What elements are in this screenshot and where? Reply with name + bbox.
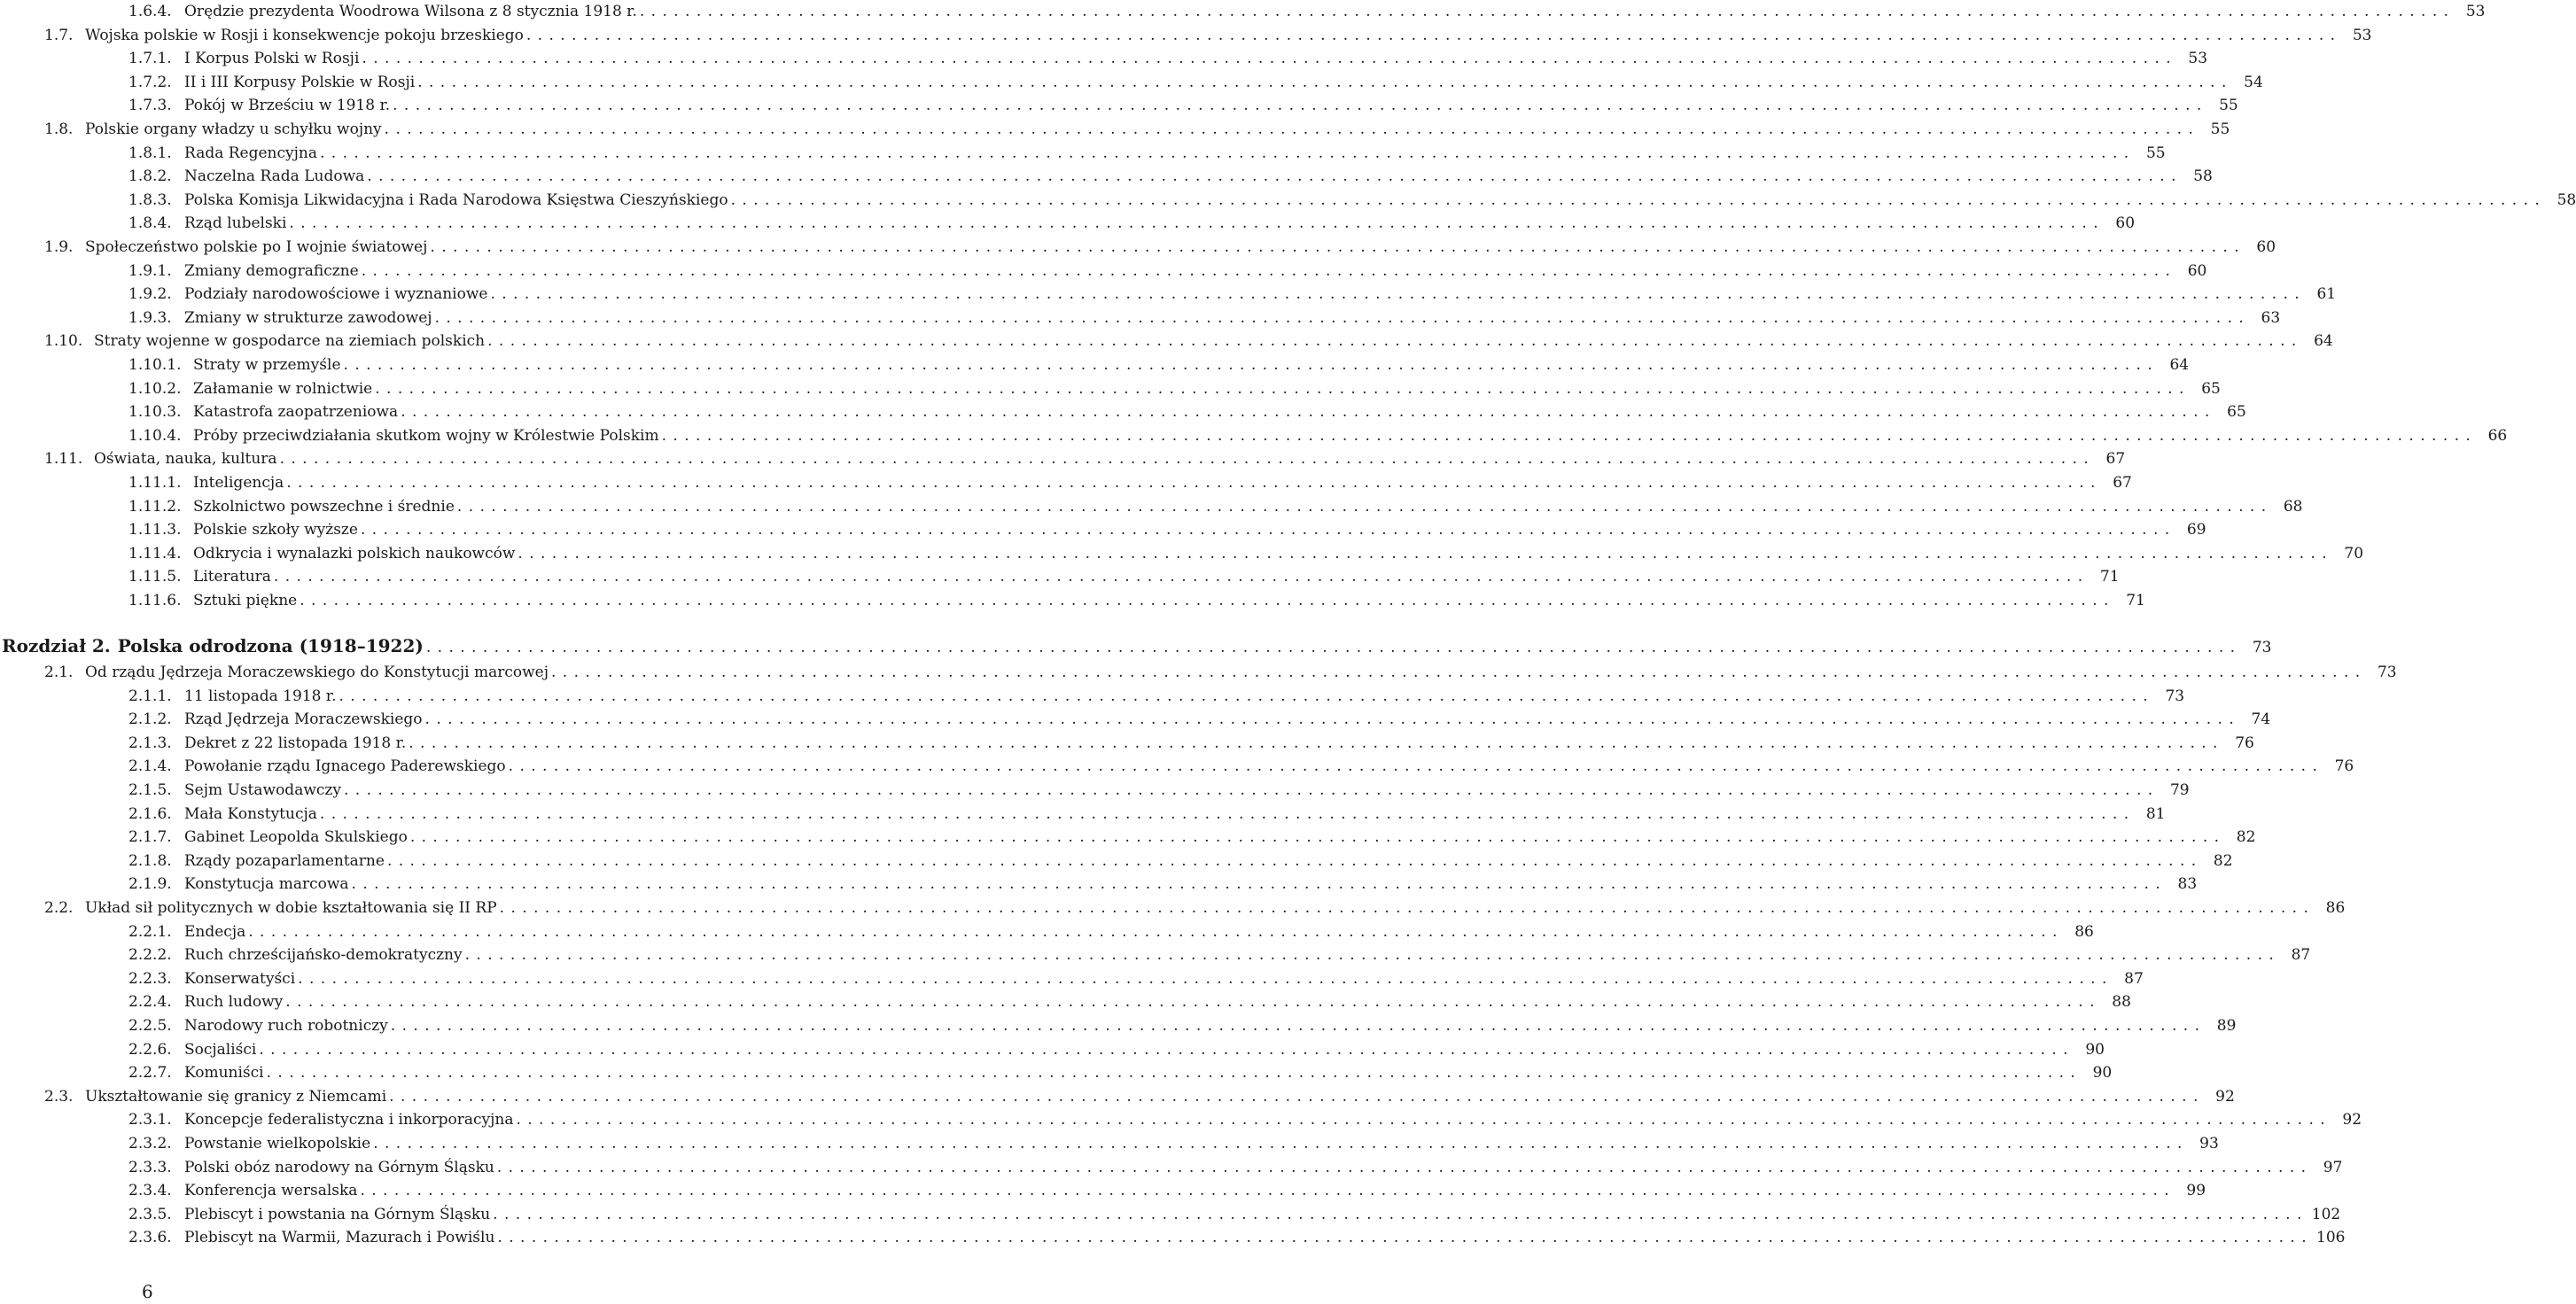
toc-entry [128,0,2486,23]
toc-entry [128,189,2576,212]
toc-entry [128,71,2263,94]
toc-entry-page: 99 [2186,1182,2206,1199]
dot-leader: ................................................................................................................................................................ [384,120,2200,138]
toc-entry-page: 58 [2557,191,2576,209]
dot-leader: ................................................................................................................................................................ [424,710,2241,728]
toc-entry-title: I Korpus Polski w Rosji [184,50,360,67]
toc-entry [128,850,2233,873]
toc-entry-page: 76 [2334,757,2354,775]
dot-leader: ................................................................................................................................................................ [497,1229,2314,1246]
toc-entry [128,565,2120,588]
toc-entry [128,542,2364,565]
toc-entry-number: 1.11.4. [128,545,182,563]
dot-leader: ................................................................................................................................................................ [434,309,2251,327]
toc-entry-title: Literatura [193,568,271,586]
toc-entry-title: Socjaliści [184,1041,257,1059]
toc-entry-number: 2.2.2. [128,946,172,964]
toc-entry-title: Społeczeństwo polskie po I wojnie światowej [85,238,428,256]
toc-entry-title: Zmiany w strukturze zawodowej [184,309,432,327]
toc-entry-title: Konserwatyści [184,970,296,988]
toc-entry-page: 87 [2124,970,2144,988]
toc-entry-page: 86 [2325,899,2346,917]
dot-leader: ................................................................................................................................................................ [390,1017,2206,1035]
dot-leader: ................................................................................................................................................................ [351,875,2167,893]
toc-entry-number: 2.1.7. [128,828,172,846]
toc-entry-title: Konferencja wersalska [184,1182,358,1199]
toc-entry-page: 65 [2201,380,2221,398]
toc-entry [128,708,2271,731]
toc-entry-title: Od rządu Jędrzeja Moraczewskiego do Konstytucji marcowej [85,664,549,681]
toc-entry [128,1038,2105,1061]
toc-entry-page: 71 [2126,592,2145,609]
toc-entry [44,24,2372,47]
toc-entry-title: Mała Konstytucja [184,805,317,823]
toc-entry-number: 1.10. [44,332,83,350]
toc-entry-page: 53 [2188,50,2208,67]
dot-leader: ................................................................................................................................................................ [730,191,2547,209]
dot-leader: ................................................................................................................................................................ [661,427,2478,445]
toc-entry-number: 1.8. [44,120,74,138]
toc-entry-title: Komuniści [184,1064,264,1082]
toc-entry-number: 1.11.6. [128,592,182,609]
toc-entry-number: 1.7.3. [128,97,172,114]
toc-entry-title: Sejm Ustawodawczy [184,781,341,799]
dot-leader: ................................................................................................................................................................ [493,1206,2308,1223]
chapter-page: 73 [2252,639,2272,656]
toc-entry [128,779,2190,802]
dot-leader: ................................................................................................................................................................ [525,27,2342,44]
toc-entry-number: 2.1.5. [128,781,172,799]
toc-entry [128,400,2246,423]
toc-entry [128,589,2145,612]
toc-entry [128,732,2254,755]
toc-entry-number: 1.10.2. [128,380,182,398]
toc-entry-title: Ruch chrześcijańsko-demokratyczny [184,946,463,964]
toc-entry-number: 2.1.3. [128,734,172,752]
toc-entry [44,330,2333,353]
toc-entry [44,118,2230,141]
toc-entry-number: 2.2.3. [128,970,172,988]
toc-entry-page: 90 [2092,1064,2113,1082]
toc-entry-number: 1.9.2. [128,285,172,303]
toc-entry-number: 1.9. [44,238,74,256]
toc-entry [128,1108,2362,1131]
toc-entry [128,165,2213,188]
toc-entry-title: Katastrofa zaopatrzeniowa [193,403,399,421]
toc-entry-page: 71 [2099,568,2120,586]
toc-entry [128,142,2166,165]
dot-leader: ................................................................................................................................................................ [464,946,2281,964]
toc-entry-page: 68 [2283,498,2303,516]
toc-entry-number: 2.1.4. [128,757,172,775]
toc-entry-page: 61 [2316,285,2337,303]
dot-leader: ................................................................................................................................................................ [343,781,2160,799]
toc-entry-title: Gabinet Leopolda Skulskiego [184,828,408,846]
toc-entry-page: 66 [2487,427,2508,445]
toc-entry [44,661,2397,684]
toc-entry-title: Konstytucja marcowa [184,875,349,893]
dot-leader: ................................................................................................................................................................ [508,757,2324,775]
toc-entry-page: 53 [2352,27,2372,44]
toc-entry-title: Polska Komisja Likwidacyjna i Rada Narodowa Księstwa Cieszyńskiego [184,191,728,209]
toc-entry-number: 1.8.3. [128,191,172,209]
toc-entry-title: Dekret z 22 listopada 1918 r. [184,734,407,752]
toc-entry [128,1061,2113,1084]
dot-leader: ................................................................................................................................................................ [393,97,2208,114]
toc-entry-page: 81 [2145,805,2166,823]
toc-entry-number: 2.3.5. [128,1206,172,1223]
toc-entry-number: 1.6.4. [128,3,172,20]
toc-entry-page: 64 [2169,356,2190,374]
toc-entry-title: 11 listopada 1918 r. [184,687,337,705]
toc-entry-number: 2.1.2. [128,710,172,728]
toc-entry-number: 2.1.6. [128,805,172,823]
toc-entry [128,755,2354,778]
toc-entry-title: Próby przeciwdziałania skutkom wojny w Królestwie Polskim [193,427,659,445]
toc-entry-title: Polskie szkoły wyższe [193,521,358,539]
toc-entry [128,47,2208,70]
toc-entry-number: 1.10.1. [128,356,182,374]
dot-leader: ................................................................................................................................................................ [298,970,2113,988]
toc-entry [128,424,2508,447]
toc-entry [128,1132,2219,1155]
toc-entry-page: 63 [2261,309,2281,327]
toc-entry-title: Endecja [184,923,246,941]
toc-entry-number: 1.10.3. [128,403,182,421]
toc-entry-number: 1.7. [44,27,74,44]
toc-entry [128,495,2303,518]
toc-entry-number: 2.3.4. [128,1182,172,1199]
toc-entry-page: 60 [2115,214,2136,232]
toc-entry-title: Plebiscyt i powstania na Górnym Śląsku [184,1206,491,1223]
toc-entry-page: 55 [2219,97,2238,114]
toc-entry-number: 2.2.5. [128,1017,172,1035]
toc-entry-title: Rządy pozaparlamentarne [184,852,385,870]
toc-entry-title: Układ sił politycznych w dobie kształtowania się II RP [85,899,497,917]
toc-entry-title: Straty w przemyśle [193,356,341,374]
toc-entry-title: Koncepcje federalistyczna i inkorporacyjna [184,1111,514,1129]
dot-leader: ................................................................................................................................................................ [289,214,2105,232]
dot-leader: ................................................................................................................................................................ [259,1041,2074,1059]
toc-entry-page: 106 [2316,1229,2346,1246]
dot-leader: ................................................................................................................................................................ [490,285,2307,303]
toc-entry-title: Podziały narodowościowe i wyznaniowe [184,285,488,303]
toc-entry-number: 2.3.6. [128,1229,172,1246]
dot-leader: ................................................................................................................................................................ [343,356,2160,374]
dot-leader: ................................................................................................................................................................ [286,474,2102,492]
dot-leader: ................................................................................................................................................................ [386,852,2203,870]
toc-entry-number: 2.3.3. [128,1159,172,1176]
toc-entry-number: 1.10.4. [128,427,182,445]
toc-entry-page: 65 [2227,403,2246,421]
dot-leader: ................................................................................................................................................................ [373,1135,2189,1153]
dot-leader: ................................................................................................................................................................ [375,380,2191,398]
toc-entry-number: 2.3. [44,1088,74,1106]
dot-leader: ................................................................................................................................................................ [417,74,2233,91]
dot-leader: ................................................................................................................................................................ [401,403,2216,421]
toc-entry [128,471,2132,494]
toc-entry-page: 93 [2199,1135,2219,1153]
dot-leader: ................................................................................................................................................................ [339,687,2155,705]
toc-entry-title: Sztuki piękne [193,592,298,609]
toc-entry [128,685,2185,708]
toc-entry-number: 1.11.3. [128,521,182,539]
toc-entry [44,896,2346,920]
dot-leader: ................................................................................................................................................................ [499,899,2315,917]
dot-leader: ................................................................................................................................................................ [361,262,2177,280]
dot-leader: ................................................................................................................................................................ [248,923,2064,941]
toc-entry [128,943,2311,966]
toc-entry-title: Naczelna Rada Ludowa [184,167,365,185]
dot-leader: ................................................................................................................................................................ [266,1064,2082,1082]
toc-entry-page: 76 [2235,734,2254,752]
dot-leader: ................................................................................................................................................................ [279,450,2096,468]
toc-entry [44,1085,2235,1108]
toc-entry-title: Straty wojenne w gospodarce na ziemiach polskich [94,332,486,350]
toc-entry [128,967,2144,990]
toc-entry-title: Powołanie rządu Ignacego Paderewskiego [184,757,506,775]
dot-leader: ................................................................................................................................................................ [518,545,2334,563]
toc-entry [128,803,2166,826]
toc-entry-number: 1.9.3. [128,309,172,327]
toc-entry-title: Oświata, nauka, kultura [94,450,277,468]
chapter-title: Polska odrodzona (1918–1922) [117,635,424,656]
toc-entry-page: 82 [2236,828,2256,846]
toc-entry-page: 58 [2193,167,2213,185]
dot-leader: ................................................................................................................................................................ [319,144,2136,162]
toc-entry-title: Powstanie wielkopolskie [184,1135,371,1153]
toc-entry-page: 73 [2377,664,2397,681]
toc-entry [128,94,2238,117]
toc-entry [44,447,2126,470]
dot-leader: ................................................................................................................................................................ [639,3,2455,20]
dot-leader: ................................................................................................................................................................ [319,805,2136,823]
dot-leader: ................................................................................................................................................................ [362,50,2178,67]
toc-entry-page: 55 [2210,120,2230,138]
toc-entry-title: Narodowy ruch robotniczy [184,1017,388,1035]
toc-entry-page: 90 [2085,1041,2105,1059]
toc-entry-page: 53 [2465,3,2486,20]
toc-entry-number: 2.1.1. [128,687,172,705]
toc-entry-number: 2.2.7. [128,1064,172,1082]
toc-entry-title: Załamanie w rolnictwie [193,380,373,398]
toc-entry-title: Polskie organy władzy u schyłku wojny [85,120,382,138]
toc-entry-page: 73 [2165,687,2185,705]
toc-entry-number: 1.7.1. [128,50,172,67]
toc-entry-number: 1.7.2. [128,74,172,91]
dot-leader: ................................................................................................................................................................ [300,592,2115,609]
toc-entry-title: Plebiscyt na Warmii, Mazurach i Powiślu [184,1229,495,1246]
toc-entry-number: 2.2.1. [128,923,172,941]
toc-entry-page: 86 [2074,923,2094,941]
toc-entry [128,920,2094,943]
toc-entry-title: Szkolnictwo powszechne i średnie [193,498,455,516]
toc-entry-page: 97 [2323,1159,2343,1176]
toc-entry-page: 64 [2314,332,2333,350]
toc-entry-number: 1.11.5. [128,568,182,586]
toc-entry-page: 60 [2256,238,2276,256]
dot-leader: ................................................................................................................................................................ [273,568,2090,586]
toc-entry [128,990,2131,1013]
toc-entry-page: 54 [2244,74,2263,91]
toc-entry-number: 1.11.2. [128,498,182,516]
toc-entry-page: 87 [2291,946,2311,964]
toc-entry-number: 1.8.4. [128,214,172,232]
toc-entry-number: 1.9.1. [128,262,172,280]
dot-leader: ................................................................................................................................................................ [456,498,2273,516]
toc-entry-title: Pokój w Brześciu w 1918 r. [184,97,391,114]
toc-entry-title: Inteligencja [193,474,284,492]
dot-leader: ................................................................................................................................................................ [425,639,2242,656]
toc-entry-number: 2.1.8. [128,852,172,870]
toc-entry-page: 55 [2145,144,2166,162]
toc-entry-number: 1.11. [44,450,83,468]
toc-entry-number: 2.2.4. [128,993,172,1011]
dot-leader: ................................................................................................................................................................ [367,167,2183,185]
toc-entry-title: Zmiany demograficzne [184,262,359,280]
dot-leader: ................................................................................................................................................................ [550,664,2367,681]
toc-entry-number: 1.8.1. [128,144,172,162]
dot-leader: ................................................................................................................................................................ [389,1088,2205,1106]
toc-entry [128,353,2190,376]
toc-entry-page: 74 [2251,710,2271,728]
toc-entry [128,1179,2206,1202]
toc-entry [128,826,2256,849]
toc-entry-page: 82 [2213,852,2233,870]
dot-leader: ................................................................................................................................................................ [409,734,2224,752]
toc-entry-number: 2.2. [44,899,74,917]
toc-entry [128,1226,2346,1249]
toc-entry-page: 67 [2113,474,2132,492]
toc-entry-title: Orędzie prezydenta Woodrowa Wilsona z 8 stycznia 1918 r. [184,3,637,20]
toc-entry [128,1156,2343,1179]
toc-entry-page: 88 [2112,993,2131,1011]
toc-entry-page: 92 [2215,1088,2235,1106]
toc-entry-number: 2.2.6. [128,1041,172,1059]
toc-entry-title: Ukształtowanie się granicy z Niemcami [85,1088,387,1106]
toc-entry-page: 102 [2311,1206,2341,1223]
toc-entry-page: 92 [2342,1111,2362,1129]
dot-leader: ................................................................................................................................................................ [285,993,2101,1011]
toc-entry [128,1203,2341,1226]
dot-leader: ................................................................................................................................................................ [430,238,2246,256]
toc-entry [128,307,2281,330]
toc-entry-page: 60 [2187,262,2207,280]
toc-entry-page: 69 [2186,521,2206,539]
toc-entry [128,260,2207,283]
toc-entry-page: 83 [2177,875,2198,893]
dot-leader: ................................................................................................................................................................ [516,1111,2332,1129]
toc-entry [128,873,2198,896]
toc-entry-number: 2.1. [44,664,74,681]
toc-entry [128,1014,2237,1037]
toc-entry-page: 89 [2216,1017,2237,1035]
toc-entry-number: 1.8.2. [128,167,172,185]
toc-entry-title: Rząd lubelski [184,214,287,232]
toc-entry-number: 2.3.2. [128,1135,172,1153]
dot-leader: ................................................................................................................................................................ [487,332,2303,350]
toc-entry-title: II i III Korpusy Polskie w Rosji [184,74,416,91]
dot-leader: ................................................................................................................................................................ [496,1159,2313,1176]
toc-entry-number: 1.11.1. [128,474,182,492]
toc-entry-number: 2.3.1. [128,1111,172,1129]
toc-entry [128,212,2136,235]
toc-entry-title: Odkrycia i wynalazki polskich naukowców [193,545,516,563]
dot-leader: ................................................................................................................................................................ [360,1182,2176,1199]
dot-leader: ................................................................................................................................................................ [409,828,2226,846]
toc-entry-title: Wojska polskie w Rosji i konsekwencje pokoju brzeskiego [85,27,524,44]
dot-leader: ................................................................................................................................................................ [360,521,2176,539]
toc-entry [128,283,2337,306]
toc-entry-title: Ruch ludowy [184,993,284,1011]
toc-entry-page: 67 [2105,450,2126,468]
toc-entry [44,236,2276,259]
chapter-label: Rozdział 2. [2,635,111,656]
toc-entry-page: 79 [2169,781,2190,799]
toc-entry [128,518,2206,541]
toc-entry-title: Rada Regencyjna [184,144,317,162]
page-number: 6 [142,1281,153,1302]
toc-entry [128,377,2221,400]
toc-entry-title: Polski obóz narodowy na Górnym Śląsku [184,1159,494,1176]
chapter-heading [2,634,2272,657]
toc-entry-number: 2.1.9. [128,875,172,893]
toc-entry-page: 70 [2344,545,2364,563]
toc-entry-title: Rząd Jędrzeja Moraczewskiego [184,710,423,728]
